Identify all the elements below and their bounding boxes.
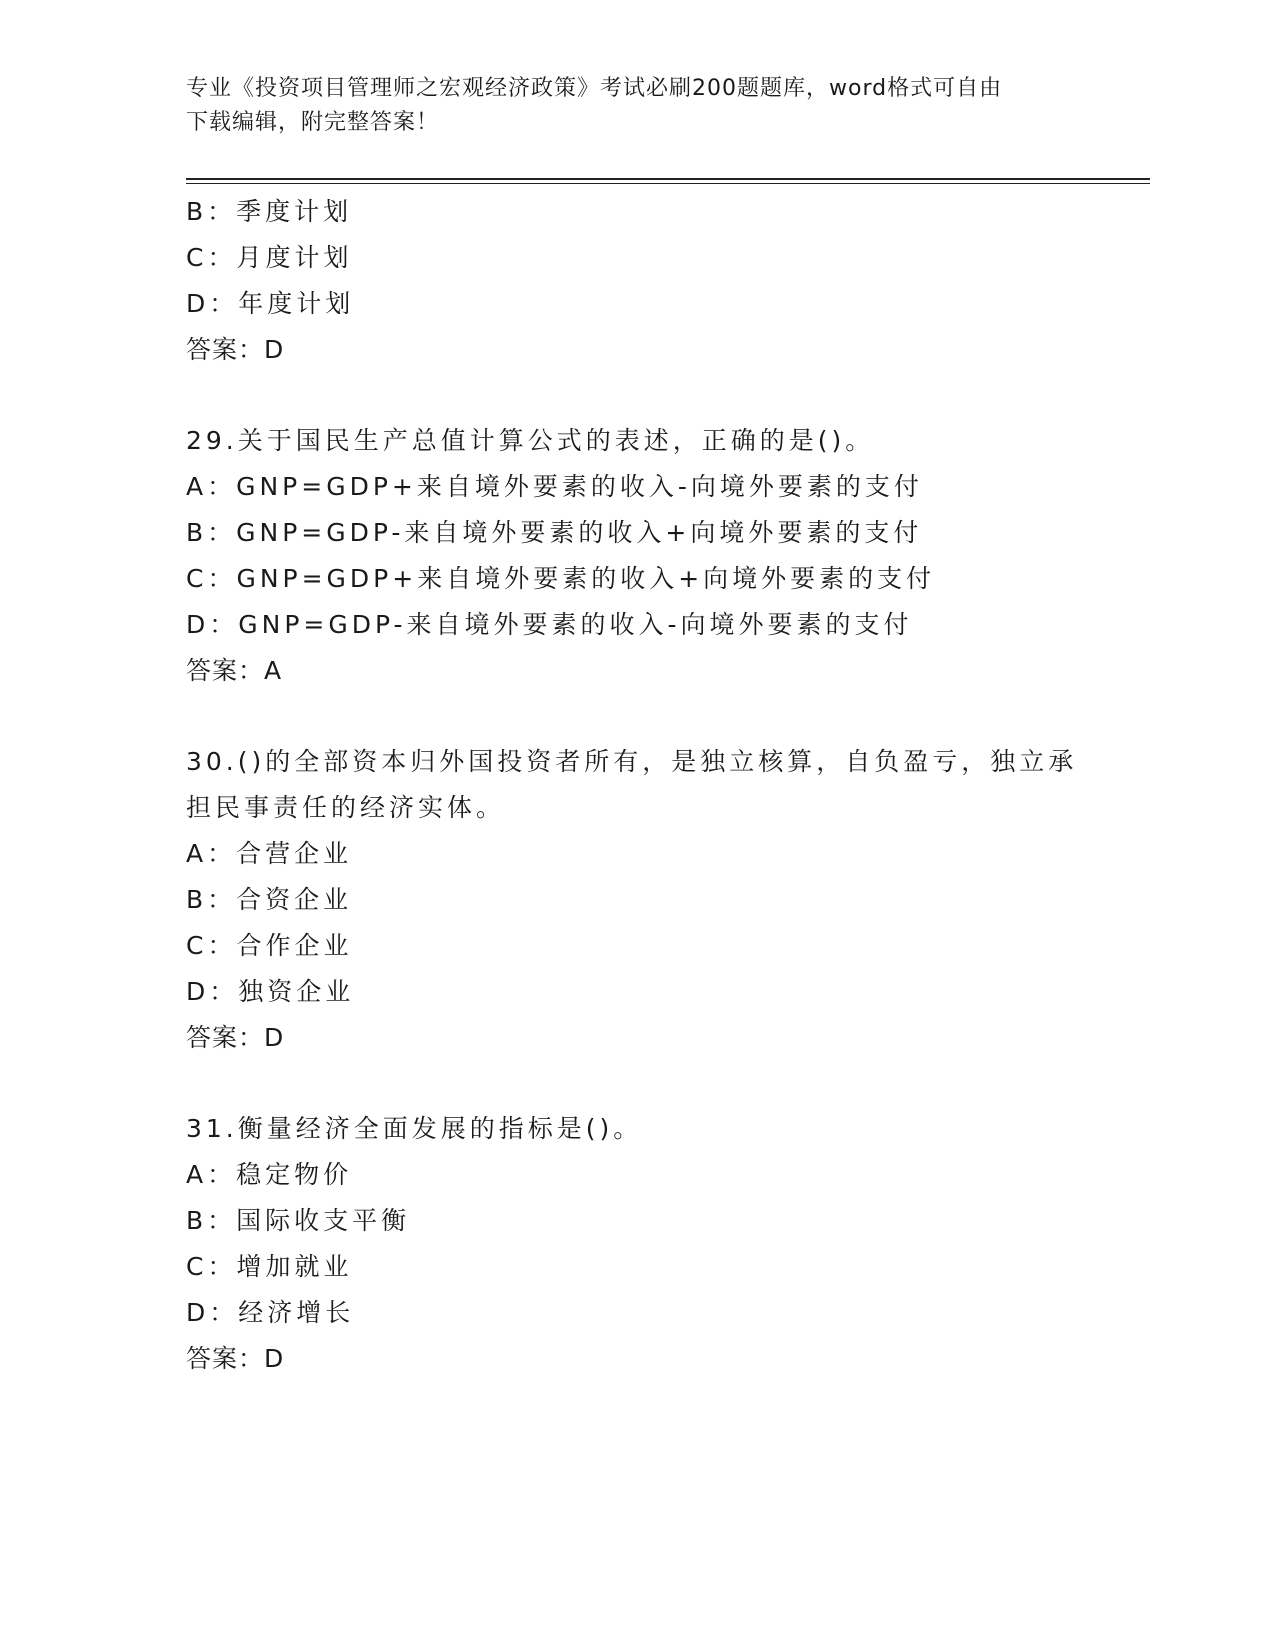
answer-line: 答案：D xyxy=(186,1023,285,1052)
header-title-line-2: 下载编辑，附完整答案！ xyxy=(186,110,440,135)
question-stem: 29.关于国民生产总值计算公式的表述，正确的是()。 xyxy=(186,426,875,455)
document-header xyxy=(186,72,1086,140)
option-a: A：稳定物价 xyxy=(186,1160,353,1189)
header-rule-thick xyxy=(186,178,1150,180)
question-stem-line-1: 30.()的全部资本归外国投资者所有，是独立核算，自负盈亏，独立承 xyxy=(186,747,1078,776)
option-b: B：国际收支平衡 xyxy=(186,1206,411,1235)
option-d: D：独资企业 xyxy=(186,977,355,1006)
option-a: A：GNP=GDP+来自境外要素的收入-向境外要素的支付 xyxy=(186,472,923,501)
option-d: D：GNP=GDP-来自境外要素的收入-向境外要素的支付 xyxy=(186,610,913,639)
question-stem-line-2: 担民事责任的经济实体。 xyxy=(186,793,506,822)
header-rule-thin xyxy=(186,183,1150,184)
question-block-31 xyxy=(186,1106,1086,1382)
header-title-line-1: 专业《投资项目管理师之宏观经济政策》考试必刷200题题库，word格式可自由 xyxy=(186,76,1003,101)
option-c: C：月度计划 xyxy=(186,243,353,272)
question-block-30 xyxy=(186,739,1086,1061)
answer-line: 答案：D xyxy=(186,1344,285,1373)
answer-line: 答案：D xyxy=(186,335,285,364)
question-list xyxy=(186,189,1086,1382)
option-d: D：年度计划 xyxy=(186,289,355,318)
option-b: B：GNP=GDP-来自境外要素的收入+向境外要素的支付 xyxy=(186,518,923,547)
option-b: B：季度计划 xyxy=(186,197,353,226)
option-c: C：合作企业 xyxy=(186,931,353,960)
question-stem: 31.衡量经济全面发展的指标是()。 xyxy=(186,1114,643,1143)
option-c: C：GNP=GDP+来自境外要素的收入+向境外要素的支付 xyxy=(186,564,936,593)
question-block-29 xyxy=(186,418,1086,694)
option-c: C：增加就业 xyxy=(186,1252,353,1281)
option-d: D：经济增长 xyxy=(186,1298,355,1327)
option-a: A：合营企业 xyxy=(186,839,353,868)
answer-line: 答案：A xyxy=(186,656,283,685)
question-block-partial xyxy=(186,189,1086,373)
option-b: B：合资企业 xyxy=(186,885,353,914)
